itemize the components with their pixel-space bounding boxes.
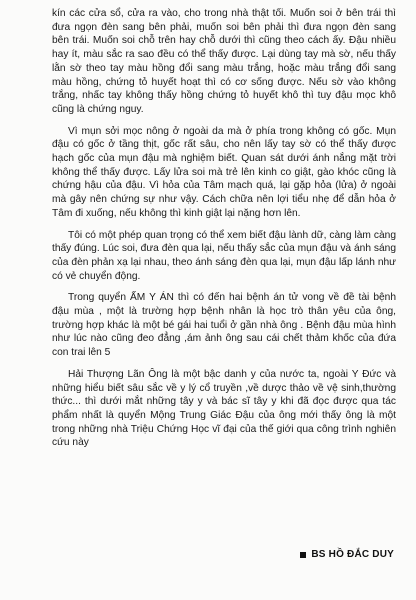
author-name: BS HỒ ĐẮC DUY <box>311 549 394 560</box>
paragraph-5: Hải Thượng Lãn Ông là một bậc danh y của nước ta, ngoài Y Đức và những hiểu biết sâu sắc về y lý cổ truyền ,về dược thảo về vệ sinh,thường thức... thì dưới mắt những tây y và bác sĩ tây y khi đã đọc được qua tác phẩm nhất là quyển Mộng Trung Giác Đậu của ông mới thấy ông là một trong những nhà Triệu Chứng Học vĩ đại của thế giới qua công trình nghiên cứu này <box>52 368 396 449</box>
paragraph-4: Trong quyển ẤM Y ÁN thì có đến hai bệnh án tử vong về đề tài bệnh đậu mùa , một là trường hợp bệnh nhân là học trò thân yêu của ông, trường hợp khác là một bé gái hai tuổi ở gần nhà ông . Bệnh đậu mùa hình như lúc nào cũng đeo đẳng ,ám ảnh ông sau cái chết thảm khốc của đứa con trai lên 5 <box>52 292 396 359</box>
square-bullet-icon <box>300 552 306 558</box>
paragraph-2: Vì mụn sởi mọc nông ở ngoài da mà ở phía trong không có gốc. Mụn đậu có gốc ở tầng thịt, gốc rất sâu, cho nên lấy tay sờ có thể thấy được hạch gốc của mụn đậu mà nghiệm biết. Quan sát dưới ánh nắng mặt trời không thể thấy được. Lấy lửa soi mà trẻ lên kinh co giật, gào khóc cũng là chứng hậu của đậu. Vì hỏa của Tâm mạch quá, lại gặp hỏa (lửa) ở ngoài mà gây nên chứng sự như vậy. Cách chữa nên lợi tiểu nhẹ để dẫn hỏa ở Tâm đi xuống, nếu không thì kinh giật lại nặng hơn lên. <box>52 125 396 219</box>
paragraph-3: Tôi có một phép quan trọng có thể xem biết đậu lành dữ, càng làm càng thấy đúng. Lúc soi, đưa đèn qua lại, nếu thấy sắc của mụn đậu và ánh sáng của đèn phản xạ lại nhau, theo ánh sáng đèn qua lại, mụn đậu lấp lánh như có vẻ chuyển động. <box>52 229 396 282</box>
paragraph-1: kín các cửa sổ, cửa ra vào, cho trong nhà thật tối. Muốn soi ở bên trái thì đưa ngọn đèn sang bên phải, muốn soi bên phải thì đưa ngọn đèn sang bên trái. Muốn soi chỗ trên hay chỗ dưới thì cũng theo cách ấy. Đậu nhiều hay ít, màu sắc ra sao đều có thể thấy được. Lại dùng tay mà sờ, nếu thấy lằn sờ theo tay màu hồng đổi sang màu trắng, hoặc màu trắng đổi sang màu hồng, chứng tỏ huyết hoạt thì có cơ sống được. Nếu sờ vào không trắng, nhấc tay không thấy hồng chứng tỏ huyết khô thì tuy đậu mọc khô cũng là chứng nguy. <box>52 8 396 115</box>
author-signature <box>300 548 394 562</box>
